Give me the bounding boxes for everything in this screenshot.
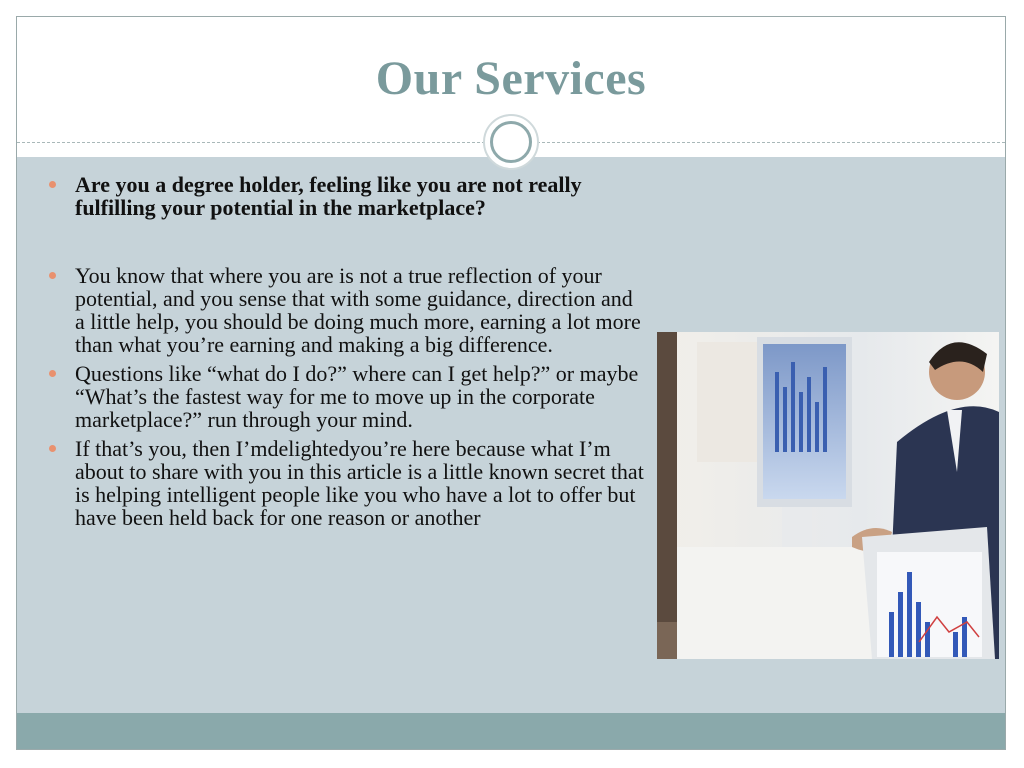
bullet-text: Questions like “what do I do?” where can I get help?” or maybe “What’s the fastest way for me to move up in the corporate marketplace?” run through your mind.	[75, 361, 639, 432]
slide-title: Our Services	[375, 52, 647, 105]
bullet-item	[47, 264, 647, 356]
slide-footer-bar	[17, 713, 1005, 749]
bullet-item	[47, 362, 647, 431]
bullet-dot-icon	[49, 370, 56, 377]
bullet-text: Are you a degree holder, feeling like you are not really fulfilling your potential in the marketplace?	[75, 172, 582, 220]
bullet-list	[47, 173, 647, 529]
bullet-dot-icon	[49, 272, 56, 279]
bullet-text: If that’s you, then I’mdelightedyou’re here because what I’m about to share with you in this article is a little known secret that is helping intelligent people like you who have a lot to offer but have been held back for one reason or another	[75, 436, 644, 530]
bullet-item	[47, 437, 647, 529]
slide	[16, 16, 1006, 750]
bullet-dot-icon	[49, 181, 56, 188]
bullet-text: You know that where you are is not a true reflection of your potential, and you sense that with some guidance, direction and a little help, you should be doing much more, earning a lot more than what you’re earning and making a big difference.	[75, 263, 641, 357]
circle-ornament-inner	[490, 121, 532, 163]
bullet-dot-icon	[49, 445, 56, 452]
office-computer-photo	[657, 332, 999, 659]
bullet-item	[47, 173, 647, 219]
photo-illustration	[657, 332, 999, 659]
circle-ornament-icon	[483, 114, 539, 170]
